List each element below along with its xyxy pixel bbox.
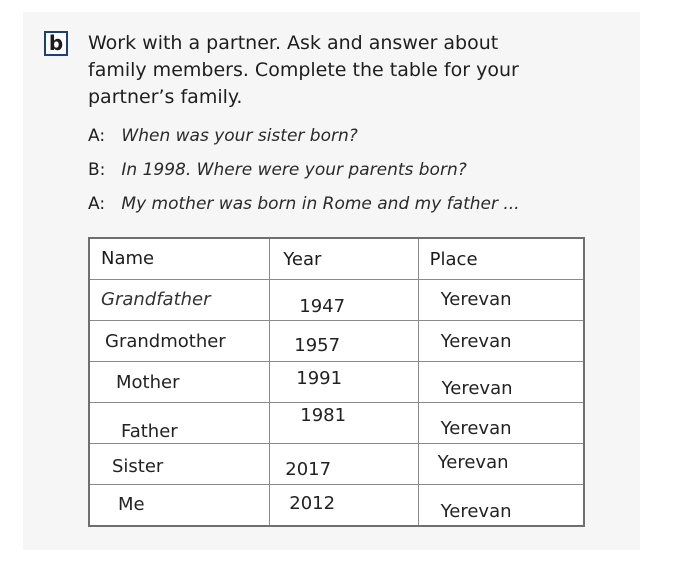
name-cell: Me bbox=[89, 485, 270, 527]
year-cell: 1991 bbox=[270, 362, 418, 403]
speech-text: In 1998. Where were your parents born? bbox=[121, 160, 467, 180]
name-cell: Mother bbox=[89, 362, 270, 403]
speaker-label: A: bbox=[88, 194, 106, 214]
table-row bbox=[89, 485, 584, 527]
year-cell: 1981 bbox=[270, 403, 418, 444]
name-cell: Sister bbox=[89, 444, 270, 485]
dialogue-line bbox=[88, 124, 588, 158]
speaker-label: B: bbox=[88, 160, 106, 180]
place-cell: Yerevan bbox=[418, 444, 584, 485]
column-header-name: Name bbox=[89, 238, 270, 280]
name-cell: Grandfather bbox=[89, 280, 270, 321]
place-cell: Yerevan bbox=[418, 321, 584, 362]
place-cell: Yerevan bbox=[418, 403, 584, 444]
year-cell: 2017 bbox=[270, 444, 418, 485]
place-cell: Yerevan bbox=[418, 362, 584, 403]
table-row bbox=[89, 403, 584, 444]
dialogue bbox=[88, 124, 588, 226]
dialogue-line bbox=[88, 158, 588, 192]
dialogue-line bbox=[88, 192, 588, 226]
table-row bbox=[89, 362, 584, 403]
table-row bbox=[89, 321, 584, 362]
speech-text: When was your sister born? bbox=[121, 126, 358, 146]
table-row bbox=[89, 280, 584, 321]
year-cell: 2012 bbox=[270, 485, 418, 527]
speech-text: My mother was born in Rome and my father ... bbox=[121, 194, 520, 214]
exercise-instruction: Work with a partner. Ask and answer about family members. Complete the table for your partner’s family. bbox=[88, 32, 519, 108]
table-row bbox=[89, 444, 584, 485]
speaker-label: A: bbox=[88, 126, 106, 146]
column-header-year: Year bbox=[270, 238, 418, 280]
column-header-place: Place bbox=[418, 238, 584, 280]
place-cell: Yerevan bbox=[418, 280, 584, 321]
year-cell: 1947 bbox=[270, 280, 418, 321]
place-cell: Yerevan bbox=[418, 485, 584, 527]
year-cell: 1957 bbox=[270, 321, 418, 362]
table-header-row bbox=[89, 238, 584, 280]
name-cell: Father bbox=[89, 403, 270, 444]
name-cell: Grandmother bbox=[89, 321, 270, 362]
exercise-letter-badge: b bbox=[44, 31, 68, 56]
family-table bbox=[88, 237, 585, 527]
